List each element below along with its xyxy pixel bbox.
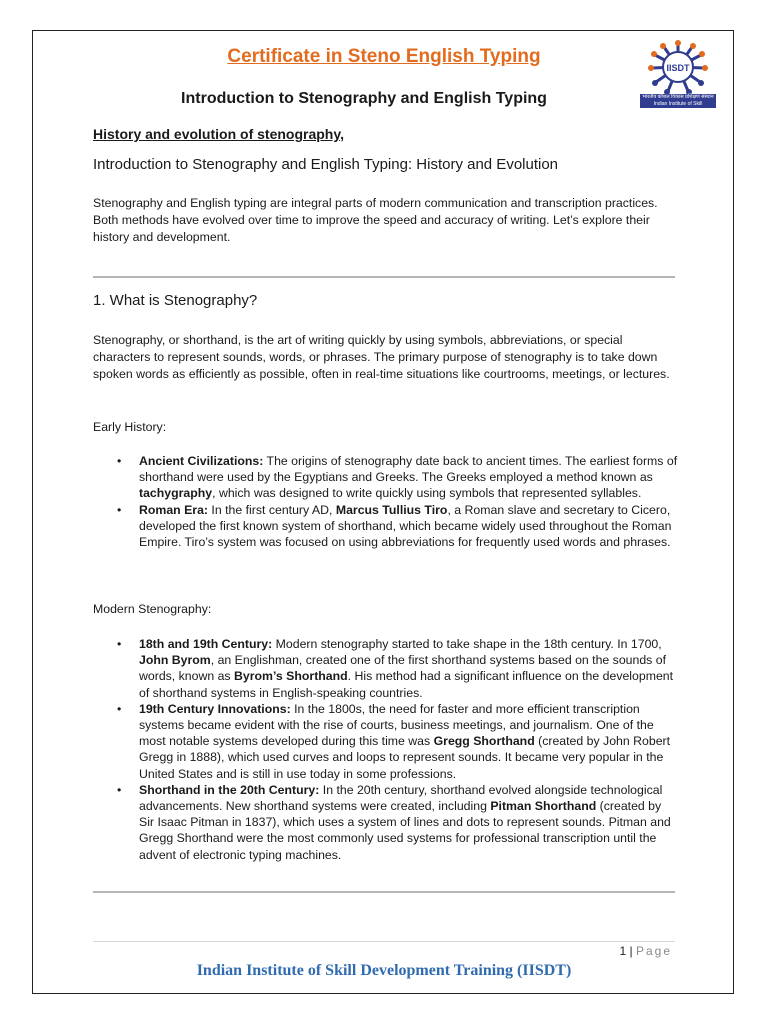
stenography-heading: 1. What is Stenography?	[93, 292, 258, 309]
document-title: Certificate in Steno English Typing	[227, 46, 541, 67]
list-item	[117, 701, 679, 782]
early-history-list	[117, 453, 679, 550]
page-number-value: 1	[619, 944, 627, 958]
bullet-text: . His method had a significant influence on the development of shorthand systems in English-speaking countries.	[139, 669, 674, 700]
page-label: Page	[635, 944, 672, 958]
bullet-icon: •	[117, 782, 122, 797]
early-history-label: Early History:	[93, 420, 167, 434]
bullet-lead: Shorthand in the 20th Century:	[139, 782, 320, 797]
footer-divider	[93, 941, 675, 942]
section-heading: Introduction to Stenography and English Typing	[181, 90, 547, 107]
bullet-text: In the 20th century, shorthand evolved alongside technological advancements. New shorthand systems were created, including	[139, 782, 663, 814]
bullet-lead: Roman Era:	[139, 502, 209, 517]
logo-text: IISDT	[666, 63, 690, 73]
bullet-lead: 19th Century Innovations:	[139, 701, 291, 716]
bullet-lead: 18th and 19th Century:	[139, 637, 273, 651]
bullet-icon: •	[117, 637, 122, 651]
bullet-text: (created by Sir Isaac Pitman in 1837), which uses a system of lines and dots to represent sounds. Pitman and Gregg Shorthand were the most commonly used systems for professional transcription until the advent of electronic typing machines.	[139, 799, 671, 862]
page-number	[560, 944, 672, 958]
bullet-term: John Byrom	[139, 653, 211, 668]
list-item	[117, 636, 679, 701]
bullet-term: Byrom’s Shorthand	[234, 669, 348, 684]
bullet-text: The origins of stenography date back to ancient times. The earliest forms of shorthand were used by the Egyptians and Greeks. The Greeks employed a method known as	[139, 454, 678, 485]
list-item	[117, 453, 679, 502]
bullet-icon: •	[117, 502, 122, 517]
bullet-text: , an Englishman, created one of the first shorthand systems based on the sounds of words, known as	[139, 653, 667, 684]
logo-caption: भारतीय कौशल विकास प्रशिक्षण संस्थान Indian Institute of Skill Development Training	[640, 94, 716, 108]
footer-institute: Indian Institute of Skill Development Training (IISDT)	[196, 962, 572, 979]
bullet-term: Pitman Shorthand	[490, 799, 597, 814]
section-divider	[93, 276, 675, 278]
page-separator: |	[629, 944, 633, 958]
intro-line: Introduction to Stenography and English Typing: History and Evolution	[93, 156, 559, 173]
modern-stenography-list	[117, 636, 679, 863]
bullet-lead: Ancient Civilizations:	[139, 454, 264, 468]
iisdt-logo-icon	[640, 38, 716, 96]
bullet-icon: •	[117, 454, 122, 468]
sub-heading: History and evolution of stenography,	[93, 126, 344, 142]
bullet-text: , which was designed to write quickly using symbols that represented syllables.	[212, 486, 642, 501]
bullet-icon: •	[117, 701, 122, 716]
bullet-term: tachygraphy	[139, 486, 213, 501]
intro-paragraph: Stenography and English typing are integral parts of modern communication and transcription practices. Both methods have evolved over time to improve the speed and accuracy of writing. Let’s explore their history and development.	[93, 196, 658, 244]
bullet-text: In the first century AD,	[208, 502, 336, 517]
bullet-text: (created by John Robert Gregg in 1888), which used curves and loops to represent sounds. It became very popular in the United States and is still in use today in some professions.	[139, 734, 671, 781]
list-item	[117, 782, 679, 863]
list-item	[117, 502, 679, 551]
bullet-text: Modern stenography started to take shape in the 18th century. In 1700,	[272, 637, 662, 651]
modern-stenography-label: Modern Stenography:	[93, 602, 212, 616]
bullet-term: Gregg Shorthand	[433, 734, 535, 749]
section-divider	[93, 891, 675, 893]
bullet-text: , a Roman slave and secretary to Cicero, developed the first known system of shorthand, which became widely used throughout the Roman Empire. Tiro’s system was focused on using abbreviations for frequently used words and phrases.	[139, 502, 672, 550]
stenography-paragraph: Stenography, or shorthand, is the art of writing quickly by using symbols, abbreviations, or special characters to represent sounds, words, or phrases. The primary purpose of stenography is to take down spoken words as efficiently as possible, often in real-time situations like courtrooms, meetings, or lectures.	[93, 333, 670, 381]
bullet-term: Marcus Tullius Tiro	[335, 502, 448, 517]
bullet-text: In the 1800s, the need for faster and more efficient transcription systems became evident with the rise of courts, business meetings, and journalism. One of the most notable systems developed during this time was	[139, 701, 654, 749]
